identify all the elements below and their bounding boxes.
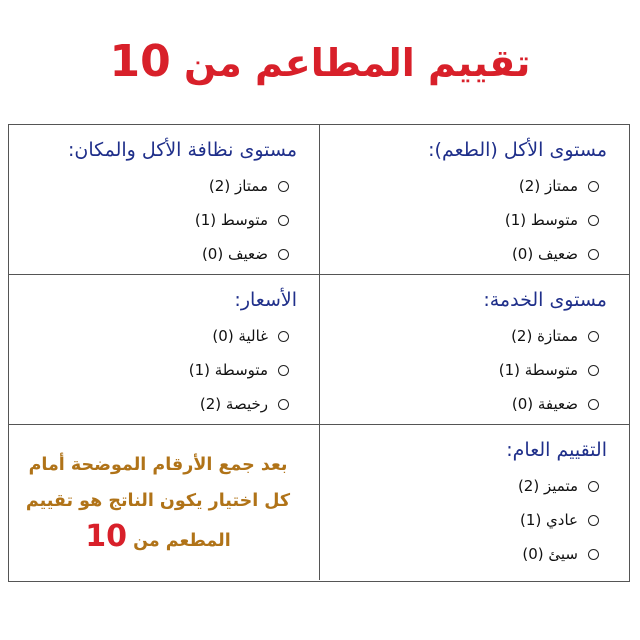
food-option-poor[interactable] [330, 237, 607, 271]
section-cleanliness [9, 125, 319, 275]
option-label: متوسط (1) [504, 211, 578, 229]
radio-circle-icon[interactable] [588, 481, 599, 492]
overall-option-normal[interactable] [330, 503, 607, 537]
food-option-average[interactable] [330, 203, 607, 237]
radio-circle-icon[interactable] [588, 515, 599, 526]
food-option-excellent[interactable] [330, 169, 607, 203]
option-label: رخيصة (2) [199, 395, 268, 413]
section-overall [319, 425, 629, 580]
cleanliness-option-average[interactable] [19, 203, 297, 237]
radio-circle-icon[interactable] [278, 181, 289, 192]
option-label: غالية (0) [212, 327, 268, 345]
option-label: ممتاز (2) [208, 177, 268, 195]
radio-circle-icon[interactable] [588, 215, 599, 226]
cleanliness-option-excellent[interactable] [19, 169, 297, 203]
prices-option-expensive[interactable] [19, 319, 297, 353]
option-label: ضعيفة (0) [511, 395, 578, 413]
radio-circle-icon[interactable] [588, 181, 599, 192]
section-service-heading: مستوى الخدمة: [483, 289, 607, 311]
option-label: متميز (2) [517, 477, 578, 495]
option-label: ممتاز (2) [518, 177, 578, 195]
radio-circle-icon[interactable] [588, 331, 599, 342]
option-label: سيئ (0) [522, 545, 578, 563]
section-prices [9, 275, 319, 425]
option-label: ضعيف (0) [201, 245, 268, 263]
option-label: عادي (1) [520, 511, 578, 529]
section-food [319, 125, 629, 275]
overall-option-bad[interactable] [330, 537, 607, 571]
option-label: متوسط (1) [194, 211, 268, 229]
service-option-poor[interactable] [330, 387, 607, 421]
option-label: متوسطة (1) [498, 361, 578, 379]
scoring-note-text [19, 433, 297, 559]
note-line-3 [23, 519, 293, 559]
service-option-excellent[interactable] [330, 319, 607, 353]
page-title-number: 10 [109, 36, 171, 87]
cleanliness-option-poor[interactable] [19, 237, 297, 271]
option-label: ممتازة (2) [511, 327, 578, 345]
page-title [0, 30, 640, 95]
option-label: ضعيف (0) [511, 245, 578, 263]
radio-circle-icon[interactable] [278, 249, 289, 260]
prices-option-average[interactable] [19, 353, 297, 387]
note-line-3-number: 10 [85, 519, 127, 554]
radio-circle-icon[interactable] [588, 549, 599, 560]
section-overall-heading: التقييم العام: [506, 439, 607, 461]
radio-circle-icon[interactable] [278, 215, 289, 226]
scoring-note [9, 425, 319, 580]
radio-circle-icon[interactable] [278, 365, 289, 376]
prices-option-cheap[interactable] [19, 387, 297, 421]
section-prices-heading: الأسعار: [234, 289, 297, 311]
page-title-text: تقييم المطاعم من [184, 41, 531, 85]
section-service [319, 275, 629, 425]
radio-circle-icon[interactable] [588, 399, 599, 410]
radio-circle-icon[interactable] [278, 331, 289, 342]
note-line-1: بعد جمع الأرقام الموضحة أمام [28, 455, 288, 475]
section-cleanliness-heading: مستوى نظافة الأكل والمكان: [67, 139, 297, 161]
option-label: متوسطة (1) [188, 361, 268, 379]
overall-option-excellent[interactable] [330, 469, 607, 503]
note-line-2: كل اختيار يكون الناتج هو تقييم [25, 491, 291, 511]
section-food-heading: مستوى الأكل (الطعم): [428, 139, 607, 161]
radio-circle-icon[interactable] [278, 399, 289, 410]
radio-circle-icon[interactable] [588, 365, 599, 376]
service-option-average[interactable] [330, 353, 607, 387]
radio-circle-icon[interactable] [588, 249, 599, 260]
rating-table [8, 124, 630, 582]
note-line-3-text: المطعم من [133, 531, 231, 551]
